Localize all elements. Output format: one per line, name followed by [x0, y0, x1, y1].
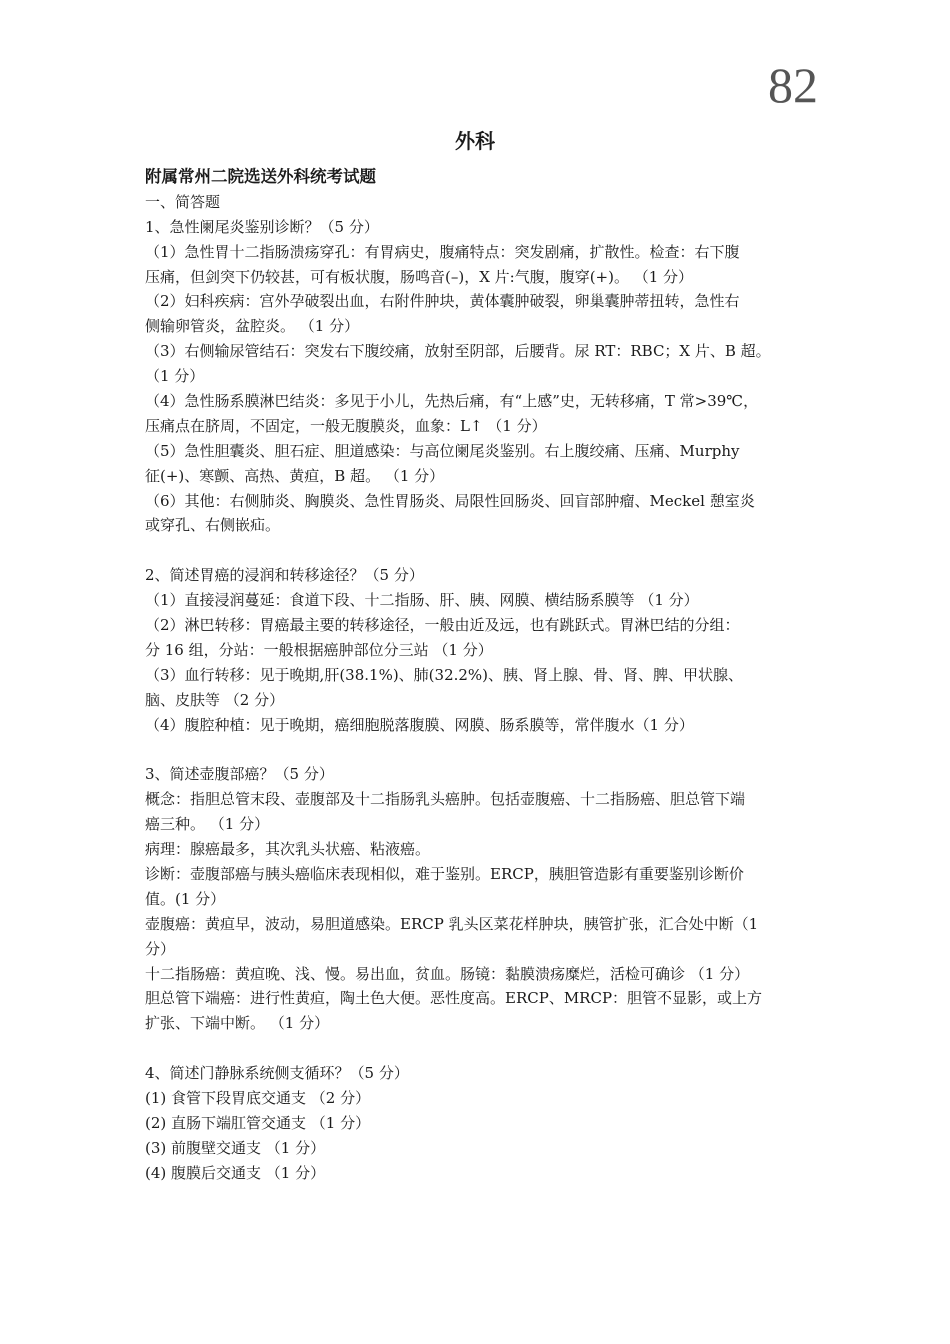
blank-line — [145, 737, 810, 762]
text-line: 癌三种。 （1 分） — [145, 815, 270, 834]
page-title: 外科 — [455, 129, 495, 153]
text-line: 压痛点在脐周，不固定，一般无腹膜炎，血象：L↑ （1 分） — [145, 416, 547, 435]
text-line: 1、急性阑尾炎鉴别诊断？（5 分） — [145, 217, 379, 236]
text-line: 胆总管下端癌：进行性黄疸，陶土色大便。恶性度高。ERCP、MRCP：胆管不显影，或上方 — [145, 989, 763, 1008]
blank-line — [145, 538, 810, 563]
text-line: 征(+)、寒颤、高热、黄疸，B 超。 （1 分） — [145, 466, 445, 485]
text-line: (2) 直肠下端肛管交通支 （1 分） — [145, 1113, 371, 1132]
text-line: 压痛，但剑突下仍较甚，可有板状腹，肠鸣音(–)，X 片:气腹，腹穿(+)。 （1 分） — [145, 267, 694, 286]
text-line: 侧输卵管炎，盆腔炎。 （1 分） — [145, 317, 360, 336]
text-line: （1）直接浸润蔓延：食道下段、十二指肠、肝、胰、网膜、横结肠系膜等 （1 分） — [145, 591, 699, 610]
text-line: (1) 食管下段胃底交通支 （2 分） — [145, 1088, 371, 1107]
text-line: 4、简述门静脉系统侧支循环？（5 分） — [145, 1064, 409, 1083]
section-heading: 附属常州二院选送外科统考试题 — [145, 167, 376, 186]
text-line: （1）急性胃十二指肠溃疡穿孔：有胃病史，腹痛特点：突发剧痛，扩散性。检查：右下腹 — [145, 242, 740, 261]
text-line: （5）急性胆囊炎、胆石症、胆道感染：与高位阑尾炎鉴别。右上腹绞痛、压痛、Murphy — [145, 441, 740, 460]
text-line: 或穿孔、右侧嵌疝。 — [145, 516, 281, 535]
text-line: 十二指肠癌：黄疸晚、浅、慢。易出血，贫血。肠镜：黏膜溃疡糜烂，活检可确诊 （1 分） — [145, 964, 750, 983]
text-line: 壶腹癌：黄疸早，波动，易胆道感染。ERCP 乳头区菜花样肿块，胰管扩张，汇合处中断（1 — [145, 914, 759, 933]
text-line: 值。(1 分） — [145, 889, 226, 908]
page-number: 82 — [768, 57, 818, 113]
text-line: （2）妇科疾病：宫外孕破裂出血，右附件肿块，黄体囊肿破裂，卵巢囊肿蒂扭转，急性右 — [145, 292, 740, 311]
text-line: 扩张、下端中断。 （1 分） — [145, 1014, 330, 1033]
text-line: (4) 腹膜后交通支 （1 分） — [145, 1163, 326, 1182]
text-line: 脑、皮肤等 （2 分） — [145, 690, 285, 709]
text-line: （4）急性肠系膜淋巴结炎：多见于小儿，先热后痛，有“上感”史，无转移痛，T 常>39℃， — [145, 392, 759, 411]
text-line: 分） — [145, 939, 176, 958]
text-line: 分 16 组，分站：一般根据癌肿部位分三站 （1 分） — [145, 640, 493, 659]
text-line: （4）腹腔种植：见于晚期，癌细胞脱落腹膜、网膜、肠系膜等，常伴腹水（1 分） — [145, 715, 694, 734]
text-line: 概念：指胆总管末段、壶腹部及十二指肠乳头癌肿。包括壶腹癌、十二指肠癌、胆总管下端 — [145, 790, 746, 809]
text-line: 病理：腺癌最多，其次乳头状癌、粘液癌。 — [145, 840, 431, 859]
text-line: （6）其他：右侧肺炎、胸膜炎、急性胃肠炎、局限性回肠炎、回盲部肿瘤、Meckel 憩室炎 — [145, 491, 755, 510]
text-line: （1 分） — [145, 367, 205, 386]
text-line: 诊断：壶腹部癌与胰头癌临床表现相似，难于鉴别。ERCP，胰胆管造影有重要鉴别诊断价 — [145, 864, 744, 883]
document-body — [145, 165, 810, 1186]
text-line: 一、简答题 — [145, 192, 221, 211]
text-line: 3、简述壶腹部癌？（5 分） — [145, 765, 334, 784]
text-line: 2、简述胃癌的浸润和转移途径？（5 分） — [145, 566, 424, 585]
text-line: （3）血行转移：见于晚期,肝(38.1%)、肺(32.2%)、胰、肾上腺、骨、肾、脾、甲状腺、 — [145, 665, 744, 684]
blank-line — [145, 1036, 810, 1061]
text-line: (3) 前腹壁交通支 （1 分） — [145, 1138, 326, 1157]
text-line: （2）淋巴转移：胃癌最主要的转移途径，一般由近及远，也有跳跃式。胃淋巴结的分组： — [145, 616, 740, 635]
text-line: （3）右侧输尿管结石：突发右下腹绞痛，放射至阴部，后腰背。尿 RT：RBC；X 片、B 超。 — [145, 342, 771, 361]
